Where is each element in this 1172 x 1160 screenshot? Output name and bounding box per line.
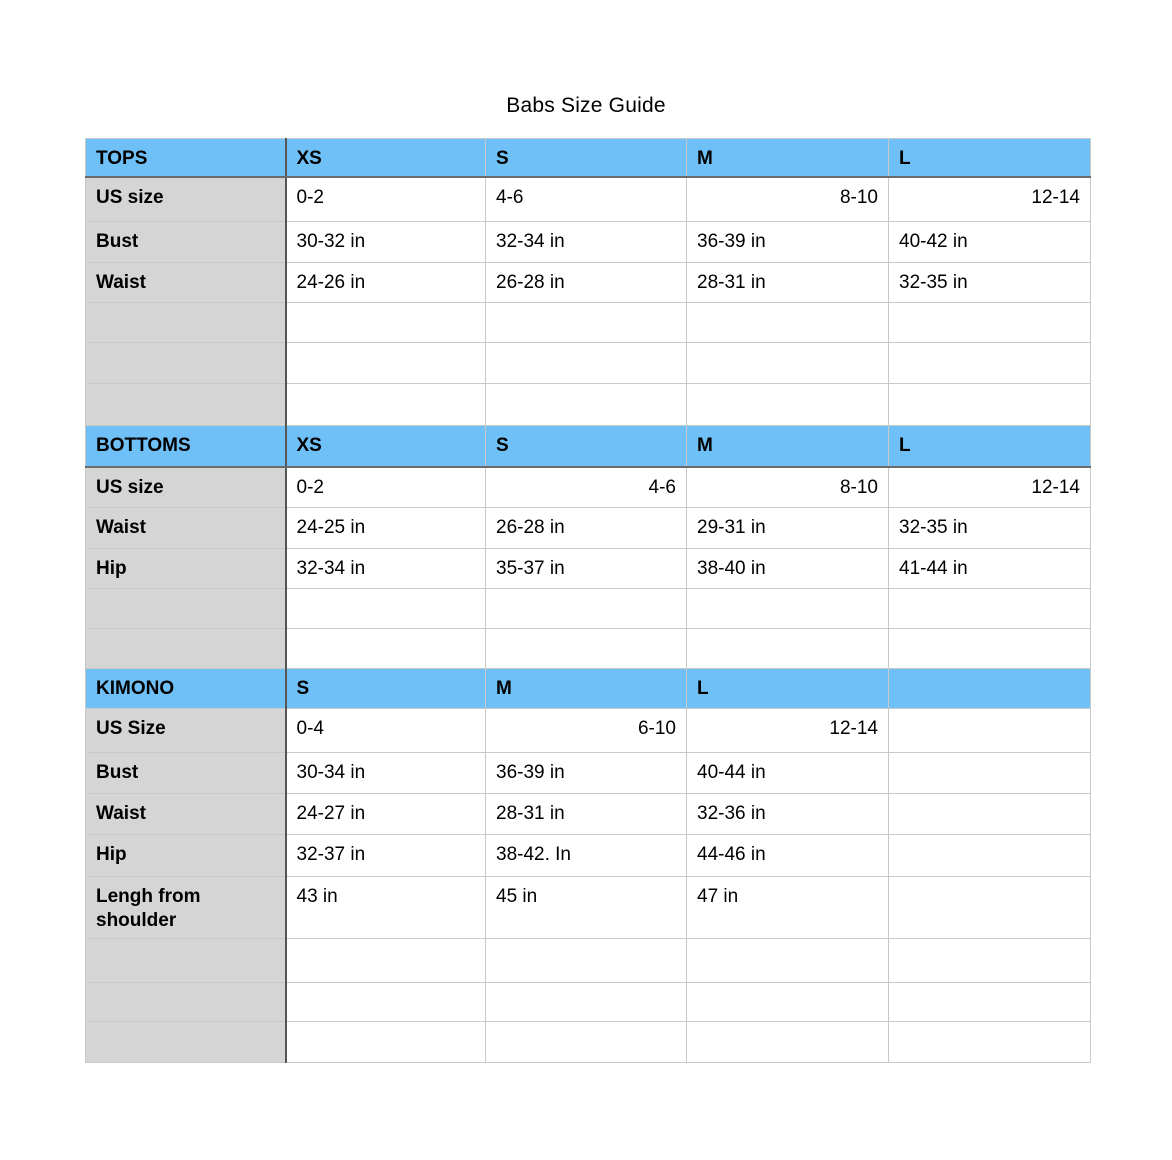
row-label-cell: Waist	[86, 508, 286, 549]
data-row	[86, 222, 1091, 263]
value-cell: 40-44 in	[687, 753, 889, 794]
value-cell: 24-27 in	[286, 794, 486, 835]
value-cell	[889, 343, 1091, 384]
row-label-cell	[86, 983, 286, 1022]
value-cell	[486, 983, 687, 1022]
row-label-cell	[86, 303, 286, 343]
data-row	[86, 508, 1091, 549]
section-title-cell: KIMONO	[86, 669, 286, 709]
value-cell	[286, 303, 486, 343]
row-label-cell	[86, 629, 286, 669]
value-cell: 8-10	[687, 177, 889, 222]
value-cell: 47 in	[687, 877, 889, 939]
row-label-cell: US size	[86, 177, 286, 222]
empty-row	[86, 939, 1091, 983]
row-label-cell	[86, 939, 286, 983]
value-cell	[286, 939, 486, 983]
data-row	[86, 709, 1091, 753]
value-cell	[687, 939, 889, 983]
empty-row	[86, 303, 1091, 343]
row-label-cell: Bust	[86, 753, 286, 794]
value-cell: 36-39 in	[687, 222, 889, 263]
value-cell: 8-10	[687, 467, 889, 508]
value-cell	[889, 877, 1091, 939]
row-label-cell: Bust	[86, 222, 286, 263]
value-cell	[687, 983, 889, 1022]
empty-row	[86, 629, 1091, 669]
value-cell	[286, 589, 486, 629]
value-cell	[486, 1022, 687, 1063]
value-cell	[486, 343, 687, 384]
value-cell: 32-34 in	[286, 549, 486, 589]
value-cell: 28-31 in	[486, 794, 687, 835]
value-cell	[286, 983, 486, 1022]
page-title: Babs Size Guide	[506, 94, 666, 117]
value-cell: 4-6	[486, 467, 687, 508]
size-guide-table	[85, 138, 1091, 1063]
size-guide	[85, 138, 1091, 1063]
row-label-cell	[86, 343, 286, 384]
row-label-cell: Waist	[86, 794, 286, 835]
size-header-cell: S	[286, 669, 486, 709]
size-header-cell: M	[486, 669, 687, 709]
value-cell	[889, 384, 1091, 426]
value-cell	[286, 343, 486, 384]
row-label-cell	[86, 1022, 286, 1063]
value-cell	[889, 835, 1091, 877]
value-cell	[486, 629, 687, 669]
data-row	[86, 753, 1091, 794]
empty-row	[86, 589, 1091, 629]
empty-row	[86, 983, 1091, 1022]
data-row	[86, 177, 1091, 222]
empty-row	[86, 343, 1091, 384]
value-cell: 41-44 in	[889, 549, 1091, 589]
value-cell	[889, 709, 1091, 753]
value-cell	[286, 384, 486, 426]
value-cell	[687, 1022, 889, 1063]
size-header-cell	[889, 669, 1091, 709]
value-cell: 43 in	[286, 877, 486, 939]
data-row	[86, 263, 1091, 303]
data-row	[86, 467, 1091, 508]
data-row	[86, 794, 1091, 835]
row-label-cell: Hip	[86, 835, 286, 877]
value-cell: 24-25 in	[286, 508, 486, 549]
value-cell	[889, 794, 1091, 835]
size-header-cell: XS	[286, 426, 486, 467]
row-label-cell: US Size	[86, 709, 286, 753]
value-cell	[286, 629, 486, 669]
size-header-cell: L	[889, 139, 1091, 177]
value-cell: 26-28 in	[486, 263, 687, 303]
size-header-cell: XS	[286, 139, 486, 177]
value-cell: 29-31 in	[687, 508, 889, 549]
value-cell	[486, 384, 687, 426]
value-cell	[889, 939, 1091, 983]
value-cell	[486, 303, 687, 343]
value-cell: 12-14	[889, 177, 1091, 222]
size-header-cell: S	[486, 139, 687, 177]
value-cell: 12-14	[889, 467, 1091, 508]
value-cell	[687, 589, 889, 629]
data-row	[86, 835, 1091, 877]
value-cell: 28-31 in	[687, 263, 889, 303]
row-label-cell: Lengh from shoulder	[86, 877, 286, 939]
header-row	[86, 426, 1091, 467]
value-cell	[889, 589, 1091, 629]
row-label-cell: Hip	[86, 549, 286, 589]
value-cell	[687, 303, 889, 343]
section-title-cell: BOTTOMS	[86, 426, 286, 467]
size-guide-body	[86, 139, 1091, 1063]
value-cell	[889, 1022, 1091, 1063]
header-row	[86, 669, 1091, 709]
value-cell: 32-37 in	[286, 835, 486, 877]
section-title-cell: TOPS	[86, 139, 286, 177]
value-cell	[889, 303, 1091, 343]
data-row	[86, 877, 1091, 939]
value-cell: 35-37 in	[486, 549, 687, 589]
value-cell: 44-46 in	[687, 835, 889, 877]
size-header-cell: M	[687, 139, 889, 177]
value-cell	[889, 753, 1091, 794]
data-row	[86, 549, 1091, 589]
row-label-cell	[86, 589, 286, 629]
value-cell: 45 in	[486, 877, 687, 939]
value-cell: 0-2	[286, 467, 486, 508]
value-cell: 32-35 in	[889, 263, 1091, 303]
value-cell	[687, 343, 889, 384]
size-header-cell: M	[687, 426, 889, 467]
row-label-cell: US size	[86, 467, 286, 508]
size-header-cell: L	[889, 426, 1091, 467]
value-cell	[687, 629, 889, 669]
size-header-cell: L	[687, 669, 889, 709]
value-cell	[486, 939, 687, 983]
value-cell: 0-2	[286, 177, 486, 222]
value-cell: 6-10	[486, 709, 687, 753]
value-cell: 24-26 in	[286, 263, 486, 303]
value-cell: 40-42 in	[889, 222, 1091, 263]
value-cell: 30-32 in	[286, 222, 486, 263]
value-cell	[486, 589, 687, 629]
size-header-cell: S	[486, 426, 687, 467]
header-row	[86, 139, 1091, 177]
value-cell	[889, 629, 1091, 669]
empty-row	[86, 384, 1091, 426]
value-cell: 12-14	[687, 709, 889, 753]
value-cell: 38-42. In	[486, 835, 687, 877]
value-cell: 26-28 in	[486, 508, 687, 549]
value-cell: 32-34 in	[486, 222, 687, 263]
value-cell: 36-39 in	[486, 753, 687, 794]
row-label-cell	[86, 384, 286, 426]
value-cell: 32-35 in	[889, 508, 1091, 549]
row-label-cell: Waist	[86, 263, 286, 303]
value-cell	[286, 1022, 486, 1063]
value-cell: 0-4	[286, 709, 486, 753]
value-cell: 4-6	[486, 177, 687, 222]
empty-row	[86, 1022, 1091, 1063]
value-cell: 30-34 in	[286, 753, 486, 794]
value-cell	[889, 983, 1091, 1022]
value-cell	[687, 384, 889, 426]
value-cell: 38-40 in	[687, 549, 889, 589]
value-cell: 32-36 in	[687, 794, 889, 835]
